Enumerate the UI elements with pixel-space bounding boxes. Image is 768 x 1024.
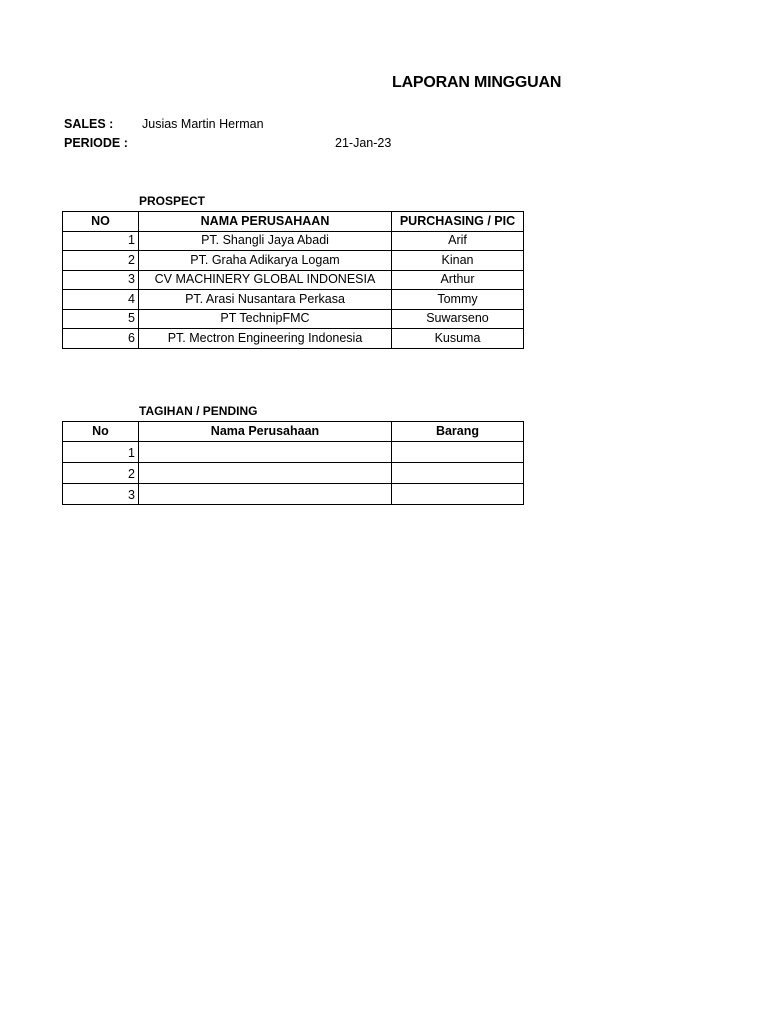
company-name: PT. Mectron Engineering Indonesia [139,329,392,349]
row-number: 3 [63,484,139,505]
pending-table [62,421,524,505]
table-row [63,231,524,251]
pic-name: Tommy [392,290,524,310]
prospect-header-company: NAMA PERUSAHAAN [139,212,392,232]
company-name [139,442,392,463]
row-number: 6 [63,329,139,349]
company-name: PT. Shangli Jaya Abadi [139,231,392,251]
row-number: 1 [63,231,139,251]
pic-name: Kusuma [392,329,524,349]
company-name: CV MACHINERY GLOBAL INDONESIA [139,270,392,290]
pending-header-item: Barang [392,422,524,442]
pending-header-row [63,422,524,442]
pending-section-label: TAGIHAN / PENDING [139,404,258,418]
table-row [63,290,524,310]
row-number: 3 [63,270,139,290]
prospect-header-row [63,212,524,232]
company-name: PT. Graha Adikarya Logam [139,251,392,271]
report-title: LAPORAN MINGGUAN [392,74,562,91]
row-number: 4 [63,290,139,310]
pic-name: Arthur [392,270,524,290]
company-name: PT. Arasi Nusantara Perkasa [139,290,392,310]
row-number: 1 [63,442,139,463]
period-value: 21-Jan-23 [335,136,392,150]
company-name [139,463,392,484]
sales-label: SALES : [64,117,114,131]
table-row [63,309,524,329]
item-name [392,442,524,463]
company-name [139,484,392,505]
table-row [63,463,524,484]
pic-name: Suwarseno [392,309,524,329]
table-row [63,270,524,290]
prospect-header-no: NO [63,212,139,232]
table-row [63,329,524,349]
pending-header-no: No [63,422,139,442]
row-number: 2 [63,463,139,484]
item-name [392,463,524,484]
prospect-table [62,211,524,349]
row-number: 5 [63,309,139,329]
pic-name: Arif [392,231,524,251]
company-name: PT TechnipFMC [139,309,392,329]
table-row [63,251,524,271]
item-name [392,484,524,505]
pic-name: Kinan [392,251,524,271]
table-row [63,484,524,505]
sales-value: Jusias Martin Herman [142,117,264,131]
report-title-container [392,70,562,96]
pending-header-company: Nama Perusahaan [139,422,392,442]
table-row [63,442,524,463]
prospect-section-label: PROSPECT [139,194,206,208]
row-number: 2 [63,251,139,271]
prospect-header-pic: PURCHASING / PIC [392,212,524,232]
period-label: PERIODE : [64,136,128,150]
